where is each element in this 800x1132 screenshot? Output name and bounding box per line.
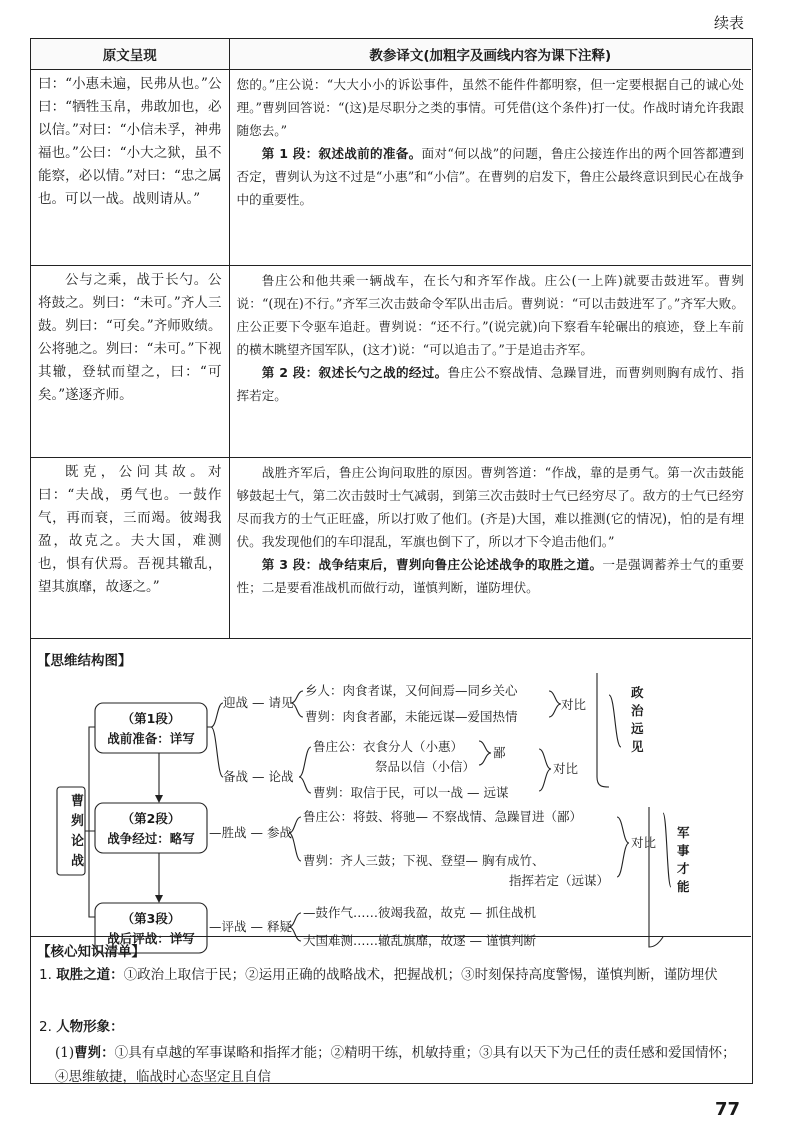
translation-cell xyxy=(229,69,751,265)
s1-b-inference: 鄙 xyxy=(493,745,506,760)
page-frame xyxy=(30,38,753,1084)
section-2-sub: 战争经过：略写 xyxy=(107,831,195,846)
s2-item-1: 鲁庄公：将鼓、将驰— 不察战情、急躁冒进（鄙） xyxy=(303,809,582,824)
knowledge-item-2-1-text: ①具有卓越的军事谋略和指挥才能；②精明干练，机敏持重；③具有以天下为己任的责任感和爱国情怀；④思维敏捷，临战时心态坚定且自信 xyxy=(55,1045,736,1085)
s3-item-1: —鼓作气……彼竭我盈，故克 — 抓住战机 xyxy=(303,905,536,920)
s1-b-item-3: 曹刿：取信于民，可以一战 — 远谋 xyxy=(313,785,509,800)
s1-branch-a: 迎战 — 请见 xyxy=(223,695,294,710)
s1-contrast-a: 对比 xyxy=(561,697,587,712)
knowledge-item-1-num: 1. xyxy=(39,967,52,983)
knowledge-item-2-1-num: (1) xyxy=(55,1045,75,1061)
header-original: 原文呈现 xyxy=(31,39,229,69)
knowledge-item-1 xyxy=(39,963,739,987)
section-1-label: （第1段） xyxy=(121,711,181,726)
table-row xyxy=(31,265,751,457)
mindmap-title: 【思维结构图】 xyxy=(37,653,132,669)
s2-item-2: 曹刿：齐人三鼓；下视、登望— 胸有成竹、 xyxy=(303,853,545,868)
section-2-label: （第2段） xyxy=(121,811,181,826)
paragraph-summary-label: 第 3 段：战争结束后，曹刿向鲁庄公论述战争的取胜之道。 xyxy=(261,556,603,572)
s1-contrast-b: 对比 xyxy=(553,761,579,776)
paragraph-summary-text: 一是强调蓄养士气的重要性；二是要看准战机而做行动，谨慎判断，谨防埋伏。 xyxy=(236,556,744,595)
table-row xyxy=(31,69,751,265)
section-3-label: （第3段） xyxy=(121,911,181,926)
translation-cell xyxy=(229,265,751,457)
s1-a-item-1: 乡人：肉食者谋，又何间焉—同乡关心 xyxy=(305,683,518,698)
text-translation-table xyxy=(31,39,751,639)
mindmap-root-vertical: 曹刿论战 xyxy=(71,794,85,869)
s2-branch: —胜战 — 参战 xyxy=(209,825,292,840)
translation-cell xyxy=(229,457,751,638)
s1-b-item-1: 鲁庄公：衣食分人（小惠） xyxy=(313,739,464,754)
s3-item-2: 大国难测……辙乱旗靡，故逐 — 谨慎判断 xyxy=(303,933,536,948)
page-number: 77 xyxy=(714,1099,740,1120)
s3-branch: —评战 — 释疑 xyxy=(209,919,292,934)
knowledge-item-2-num: 2. xyxy=(39,1019,52,1035)
s1-b-item-2: 祭品以信（小信） xyxy=(375,759,476,774)
knowledge-item-2 xyxy=(39,1015,739,1039)
original-text: 既克，公问其故。对曰：“夫战，勇气也。一鼓作气，再而衰，三而竭。彼竭我盈，故克之。夫大国，难测也，惧有伏焉。吾视其辙乱，望其旗靡，故逐之。” xyxy=(31,457,229,638)
paragraph-summary-label: 第 2 段：叙述长勺之战的经过。 xyxy=(261,364,448,380)
section-3-sub: 战后评战：详写 xyxy=(107,931,195,946)
knowledge-item-2-1-name: 曹刿： xyxy=(74,1045,115,1061)
section-divider xyxy=(31,936,751,937)
knowledge-title: 【核心知识清单】 xyxy=(37,944,145,960)
s1-result-vertical: 政治远见 xyxy=(631,685,644,754)
original-text: 公与之乘，战于长勺。公将鼓之。刿曰：“未可。”齐人三鼓。刿曰：“可矣。”齐师败绩。公将驰之。刿曰：“未可。”下视其辙，登轼而望之，曰：“可矣。”遂逐齐师。 xyxy=(31,265,229,457)
s2-item-3: 指挥若定（远谋） xyxy=(509,873,610,888)
translation-text: 您的。”庄公说：“大大小小的诉讼事件，虽然不能件件都明察，但一定要根据自己的诚心处理。”曹刿回答说：“(这)是尽职分之类的事情。可凭借(这个条件)打一仗。作战时请允许我跟随您去。” xyxy=(236,76,744,138)
knowledge-item-2-1 xyxy=(55,1041,741,1089)
knowledge-item-2-label: 人物形象： xyxy=(56,1019,124,1035)
s1-branch-b: 备战 — 论战 xyxy=(223,769,294,784)
s2-contrast: 对比 xyxy=(631,835,657,850)
original-text: 曰：“小惠未遍，民弗从也。”公曰：“牺牲玉帛，弗敢加也，必以信。”对曰：“小信未孚，神弗福也。”公曰：“小大之狱，虽不能察，必以情。”对曰：“忠之属也。可以一战。战则请从。” xyxy=(31,69,229,265)
paragraph-summary-text: 鲁庄公不察战情、急躁冒进，而曹刿则胸有成竹、指挥若定。 xyxy=(236,364,744,403)
table-row xyxy=(31,457,751,638)
section-1-sub: 战前准备：详写 xyxy=(107,731,195,746)
header-translation: 教参译文(加粗字及画线内容为课下注释) xyxy=(229,39,751,69)
paragraph-summary-label: 第 1 段：叙述战前的准备。 xyxy=(261,145,422,161)
translation-text: 鲁庄公和他共乘一辆战车，在长勺和齐军作战。庄公(一上阵)就要击鼓进军。曹刿说：“(现在)不行。”齐军三次击鼓命令军队出击后。曹刿说：“可以击鼓进军了。”齐军大败。庄公正要下令驱车追赶。曹刿说：“还不行。”(说完就)向下察看车轮碾出的痕迹，登上车前的横木眺望齐国军队，(这才)说：“可以追击了。”于是追击齐军。 xyxy=(236,272,744,357)
translation-text: 战胜齐军后，鲁庄公询问取胜的原因。曹刿答道：“作战，靠的是勇气。第一次击鼓能够鼓起士气，第二次击鼓时士气减弱，到第三次击鼓时士气已经穷尽了。敌方的士气已经穷尽而我方的士气正旺盛，所以打败了他们。(齐是)大国，难以推测(它的情况)，怕的是有埋伏。我发现他们的车印混乱，军旗也倒下了，所以才下令追击他们。” xyxy=(236,464,744,549)
s1-a-item-2: 曹刿：肉食者鄙，未能远谋—爱国热情 xyxy=(305,709,518,724)
mind-map-diagram xyxy=(31,667,751,967)
continued-label: 续表 xyxy=(713,14,744,32)
paragraph-summary-text: 面对“何以战”的问题，鲁庄公接连作出的两个回答都遭到否定，曹刿认为这不过是“小惠”和“小信”。在曹刿的启发下，鲁庄公最终意识到民心在战争中的重要性。 xyxy=(236,145,744,207)
s2-result-vertical: 军事才能 xyxy=(677,825,690,894)
knowledge-item-1-label: 取胜之道： xyxy=(56,967,124,983)
knowledge-item-1-text: ①政治上取信于民；②运用正确的战略战术，把握战机；③时刻保持高度警惕，谨慎判断，谨防埋伏 xyxy=(123,967,718,983)
